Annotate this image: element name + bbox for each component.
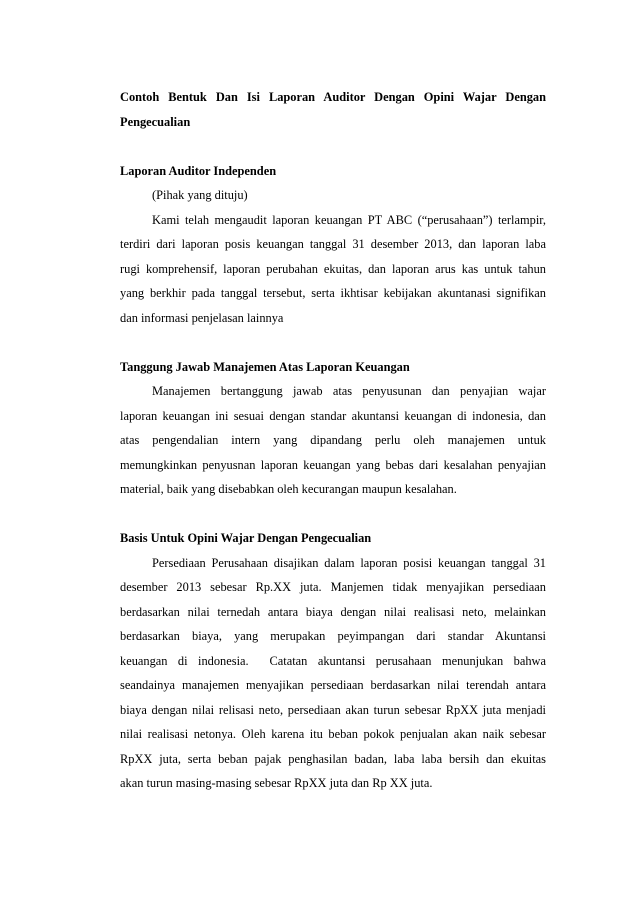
paragraph-line: terdiri dari laporan posis keuangan tanggal 31 desember 2013, dan laporan laba — [120, 237, 546, 251]
paragraph-line: material, baik yang disebabkan oleh kecurangan maupun kesalahan. — [120, 482, 457, 496]
paragraph-line: desember 2013 sebesar Rp.XX juta. Manjemen tidak menyajikan persediaan — [120, 580, 546, 594]
paragraph-line: laporan keuangan ini sesuai dengan standar akuntansi keuangan di indonesia, dan — [120, 408, 546, 423]
paragraph-line: Persediaan Perusahaan disajikan dalam laporan posisi keuangan tanggal 31 — [152, 555, 546, 570]
paragraph-line: keuangan di indonesia. Catatan akuntansi perusahaan menunjukan bahwa — [120, 653, 546, 668]
section-heading-auditor-report: Laporan Auditor Independen — [120, 163, 277, 178]
document-title-line-1: Contoh Bentuk Dan Isi Laporan Auditor Dengan Opini Wajar Dengan — [120, 90, 546, 104]
document-title-line-2: Pengecualian — [120, 114, 191, 129]
spacer — [120, 330, 546, 355]
paragraph-line: yang berkhir pada tanggal tersebut, serta ikhtisar kebijakan akuntanasi signifikan — [120, 286, 546, 300]
paragraph-line: akan turun masing-masing sebesar RpXX juta dan Rp XX juta. — [120, 776, 433, 790]
paragraph-line: memungkinkan penyusnan laporan keuangan yang bebas dari kesalahan penyajian — [120, 457, 546, 472]
paragraph-line: atas pengendalian intern yang dipandang perlu oleh manajemen untuk — [120, 433, 546, 447]
paragraph-line: rugi komprehensif, laporan perubahan ekuitas, dan laporan arus kas untuk tahun — [120, 261, 546, 276]
document-page — [120, 85, 546, 796]
spacer — [120, 502, 546, 527]
paragraph-line: Manajemen bertanggung jawab atas penyusunan dan penyajian wajar — [152, 384, 546, 398]
spacer — [120, 134, 546, 159]
paragraph-line: Kami telah mengaudit laporan keuangan PT ABC (“perusahaan”) terlampir, — [152, 212, 546, 227]
paragraph-line: berdasarkan nilai ternedah antara biaya dengan nilai realisasi neto, melainkan — [120, 604, 546, 619]
paragraph-line: seandainya manajemen menyajikan persediaan berdasarkan nilai terendah antara — [120, 678, 546, 692]
paragraph-line: nilai realisasi netonya. Oleh karena itu beban pokok penjualan akan naik sebesar — [120, 727, 546, 741]
section-heading-management-responsibility: Tanggung Jawab Manajemen Atas Laporan Keuangan — [120, 359, 410, 374]
paragraph-line: RpXX juta, serta beban pajak penghasilan badan, laba laba bersih dan ekuitas — [120, 751, 546, 766]
addressee-line: (Pihak yang dituju) — [152, 188, 248, 202]
paragraph-line: dan informasi penjelasan lainnya — [120, 310, 284, 325]
section-heading-qualified-opinion-basis: Basis Untuk Opini Wajar Dengan Pengecualian — [120, 531, 372, 545]
paragraph-line: berdasarkan biaya, yang merupakan peyimpangan dari standar Akuntansi — [120, 629, 546, 643]
paragraph-line: biaya dengan nilai relisasi neto, persediaan akan turun sebesar RpXX juta menjadi — [120, 702, 546, 717]
